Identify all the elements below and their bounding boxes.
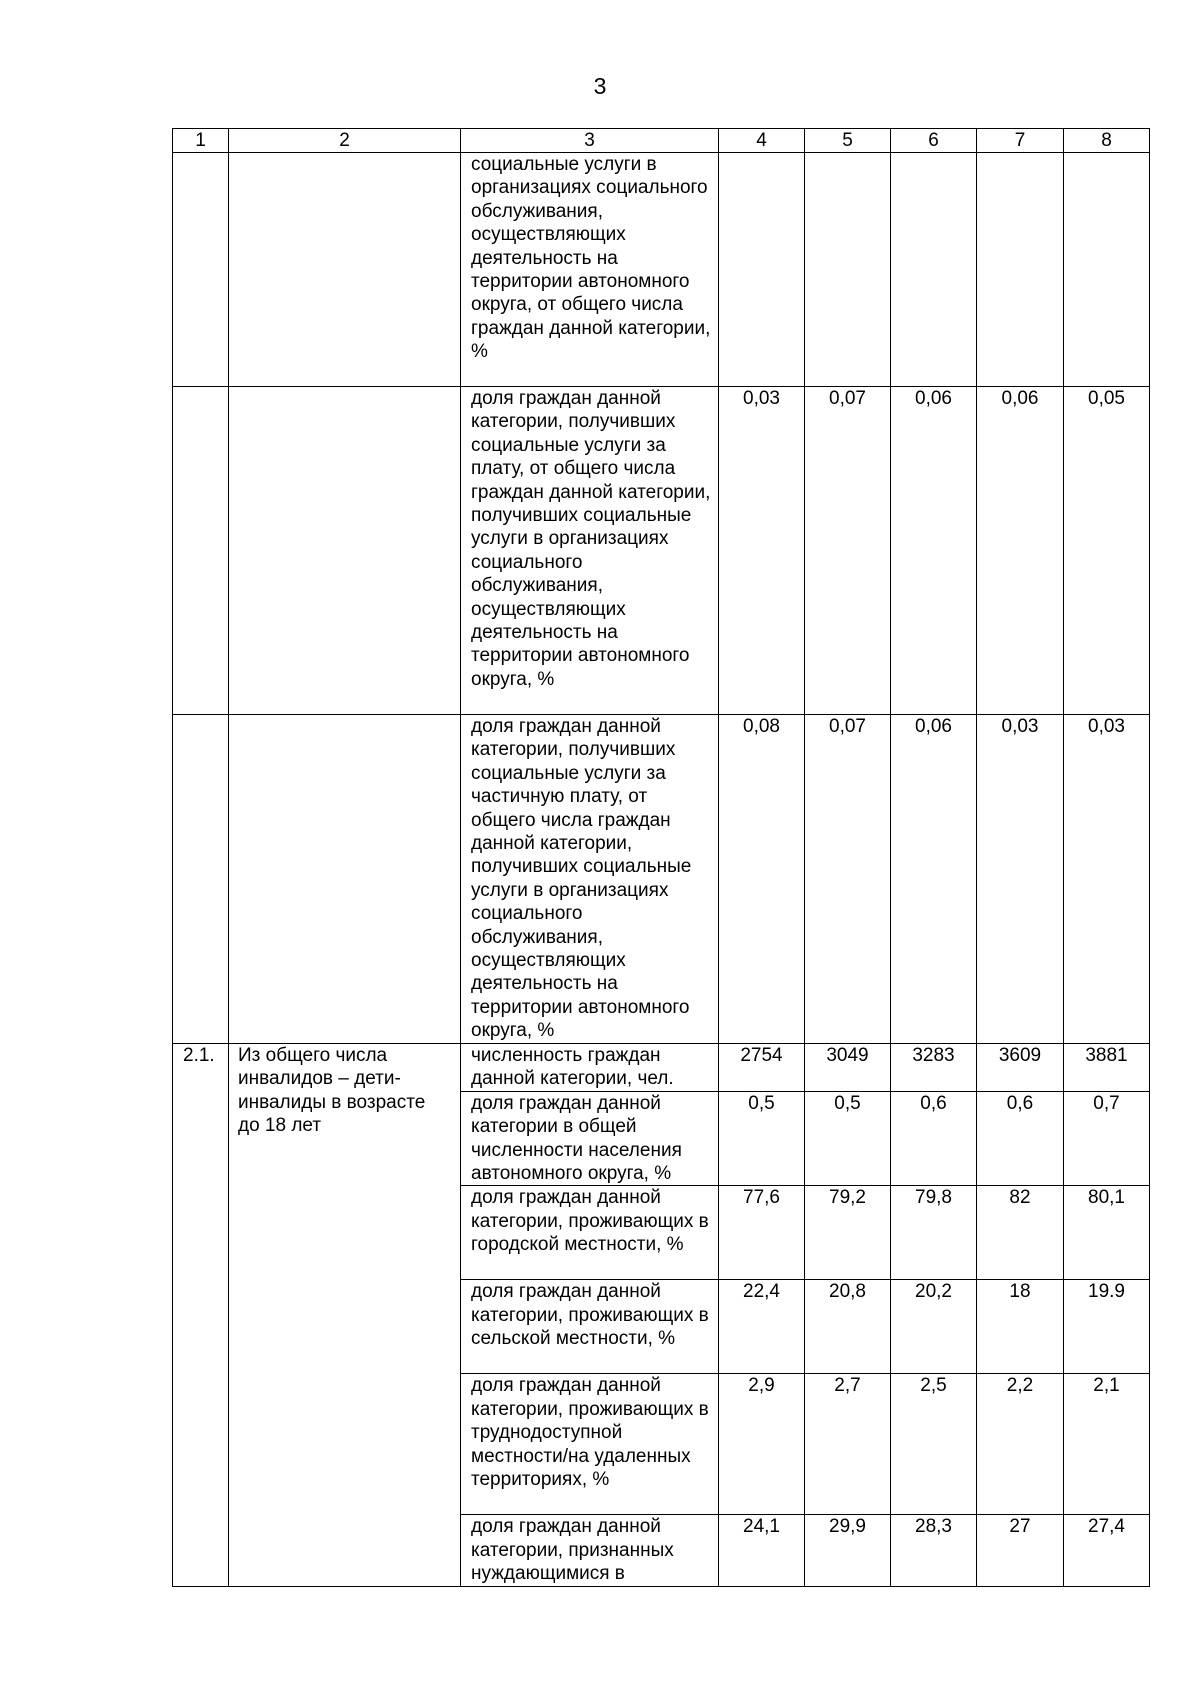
value-cell: 0,03	[719, 387, 805, 715]
value-cell: 0,07	[805, 387, 891, 715]
value-cell: 2,2	[977, 1374, 1064, 1515]
indicator-cell: доля граждан данной категории, получивших социальные услуги за частичную плату, от общего числа граждан данной категории, получивших социальные услуги в организациях социального обслуживания, осуществляющих деятельность на территории автономного округа, %	[461, 715, 719, 1044]
indicator-cell: доля граждан данной категории, проживающих в сельской местности, %	[461, 1280, 719, 1374]
column-header: 8	[1064, 129, 1150, 153]
value-cell: 2,1	[1064, 1374, 1150, 1515]
category-cell	[229, 153, 461, 387]
column-header: 6	[891, 129, 977, 153]
value-cell: 2,7	[805, 1374, 891, 1515]
table-row	[173, 1043, 1150, 1091]
row-number-cell	[173, 387, 229, 715]
value-cell: 29,9	[805, 1515, 891, 1586]
value-cell: 0,7	[1064, 1091, 1150, 1186]
value-cell: 80,1	[1064, 1186, 1150, 1280]
value-cell: 0,07	[805, 715, 891, 1044]
table-header-row	[173, 129, 1150, 153]
value-cell: 20,2	[891, 1280, 977, 1374]
value-cell: 0,6	[891, 1091, 977, 1186]
value-cell: 77,6	[719, 1186, 805, 1280]
value-cell: 0,03	[1064, 715, 1150, 1044]
indicator-cell: доля граждан данной категории в общей численности населения автономного округа, %	[461, 1091, 719, 1186]
value-cell	[719, 153, 805, 387]
page-number: 3	[593, 73, 607, 99]
indicator-cell: доля граждан данной категории, признанных нуждающимися в	[461, 1515, 719, 1586]
row-number-cell: 2.1.	[173, 1043, 229, 1586]
value-cell: 0,03	[977, 715, 1064, 1044]
row-number-cell	[173, 153, 229, 387]
column-header: 2	[229, 129, 461, 153]
value-cell: 3049	[805, 1043, 891, 1091]
value-cell: 0,06	[891, 387, 977, 715]
category-cell	[229, 387, 461, 715]
value-cell: 0,08	[719, 715, 805, 1044]
value-cell: 2,5	[891, 1374, 977, 1515]
value-cell: 3881	[1064, 1043, 1150, 1091]
value-cell: 24,1	[719, 1515, 805, 1586]
value-cell: 79,8	[891, 1186, 977, 1280]
table-row	[173, 387, 1150, 715]
indicator-cell: социальные услуги в организациях социального обслуживания, осуществляющих деятельность на территории автономного округа, от общего числа граждан данной категории, %	[461, 153, 719, 387]
value-cell: 2754	[719, 1043, 805, 1091]
value-cell: 18	[977, 1280, 1064, 1374]
value-cell: 0,06	[977, 387, 1064, 715]
value-cell	[805, 153, 891, 387]
indicators-table	[172, 128, 1150, 1587]
column-header: 5	[805, 129, 891, 153]
indicator-cell: доля граждан данной категории, проживающих в труднодоступной местности/на удаленных территориях, %	[461, 1374, 719, 1515]
table-row	[173, 715, 1150, 1044]
value-cell: 82	[977, 1186, 1064, 1280]
value-cell: 3609	[977, 1043, 1064, 1091]
value-cell: 0,06	[891, 715, 977, 1044]
value-cell: 2,9	[719, 1374, 805, 1515]
value-cell	[977, 153, 1064, 387]
value-cell: 20,8	[805, 1280, 891, 1374]
value-cell: 27,4	[1064, 1515, 1150, 1586]
value-cell: 0,5	[805, 1091, 891, 1186]
column-header: 1	[173, 129, 229, 153]
row-number-cell	[173, 715, 229, 1044]
column-header: 7	[977, 129, 1064, 153]
value-cell: 28,3	[891, 1515, 977, 1586]
value-cell: 0,6	[977, 1091, 1064, 1186]
table-row	[173, 153, 1150, 387]
category-cell: Из общего числа инвалидов – дети-инвалиды в возрасте до 18 лет	[229, 1043, 461, 1586]
value-cell	[891, 153, 977, 387]
value-cell: 0,5	[719, 1091, 805, 1186]
value-cell	[1064, 153, 1150, 387]
indicator-cell: численность граждан данной категории, чел.	[461, 1043, 719, 1091]
value-cell: 0,05	[1064, 387, 1150, 715]
value-cell: 19.9	[1064, 1280, 1150, 1374]
category-cell	[229, 715, 461, 1044]
value-cell: 27	[977, 1515, 1064, 1586]
column-header: 4	[719, 129, 805, 153]
indicator-cell: доля граждан данной категории, проживающих в городской местности, %	[461, 1186, 719, 1280]
value-cell: 22,4	[719, 1280, 805, 1374]
value-cell: 79,2	[805, 1186, 891, 1280]
indicator-cell: доля граждан данной категории, получивших социальные услуги за плату, от общего числа граждан данной категории, получивших социальные услуги в организациях социального обслуживания, осуществляющих деятельность на территории автономного округа, %	[461, 387, 719, 715]
value-cell: 3283	[891, 1043, 977, 1091]
column-header: 3	[461, 129, 719, 153]
